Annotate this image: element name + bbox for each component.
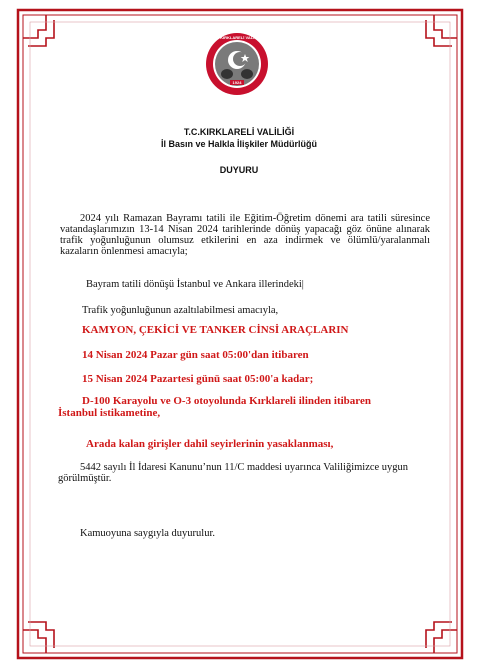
alert-end-time: 15 Nisan 2024 Pazartesi günü saat 05:00'a kadar; bbox=[82, 373, 314, 385]
closing-line: Kamuoyuna saygıyla duyurulur. bbox=[80, 528, 216, 539]
alert-route: D-100 Karayolu ve O-3 otoyolunda Kırklareli ilinden itibaren İstanbul istikametine, bbox=[58, 395, 371, 419]
svg-text:1924: 1924 bbox=[232, 80, 242, 85]
document-type: DUYURU bbox=[219, 165, 259, 175]
department-title: İl Basın ve Halkla İlişkiler Müdürlüğü bbox=[160, 139, 318, 149]
kirklareli-seal-icon bbox=[205, 30, 269, 102]
alert-start-time: 14 Nisan 2024 Pazar gün saat 05:00'dan itibaren bbox=[82, 349, 309, 361]
alert-ban: Arada kalan girişler dahil seyirlerinin yasaklanması, bbox=[86, 438, 334, 450]
intro-paragraph: 2024 yılı Ramazan Bayramı tatili ile Eğitim-Öğretim dönemi ara tatili süresince vatandaşlarımızın 13-14 Nisan 2024 tarihlerinde dönüş yapacağı göz önüne alınarak trafik yoğunluğunun olumsuz etkilerini en aza indirmek ve ölümlü/yaralanmalı kazaların önlenmesi amacıyla; bbox=[60, 213, 430, 257]
law-paragraph: 5442 sayılı İl İdaresi Kanunu’nun 11/C maddesi uyarınca Valiliğimizce uygun görülmüştür. bbox=[58, 462, 409, 484]
alert-vehicle-types: KAMYON, ÇEKİCİ VE TANKER CİNSİ ARAÇLARIN bbox=[82, 324, 349, 336]
institution-title: T.C.KIRKLARELİ VALİLİĞİ bbox=[183, 127, 295, 137]
paragraph-line-1: Bayram tatili dönüşü İstanbul ve Ankara illerindeki| bbox=[86, 279, 304, 290]
text-cursor: | bbox=[301, 279, 304, 290]
paragraph-line-2: Trafik yoğunluğunun azaltılabilmesi amacıyla, bbox=[82, 305, 279, 316]
svg-text:T.C. KIRKLARELİ VALİLİĞİ: T.C. KIRKLARELİ VALİLİĞİ bbox=[211, 35, 263, 40]
